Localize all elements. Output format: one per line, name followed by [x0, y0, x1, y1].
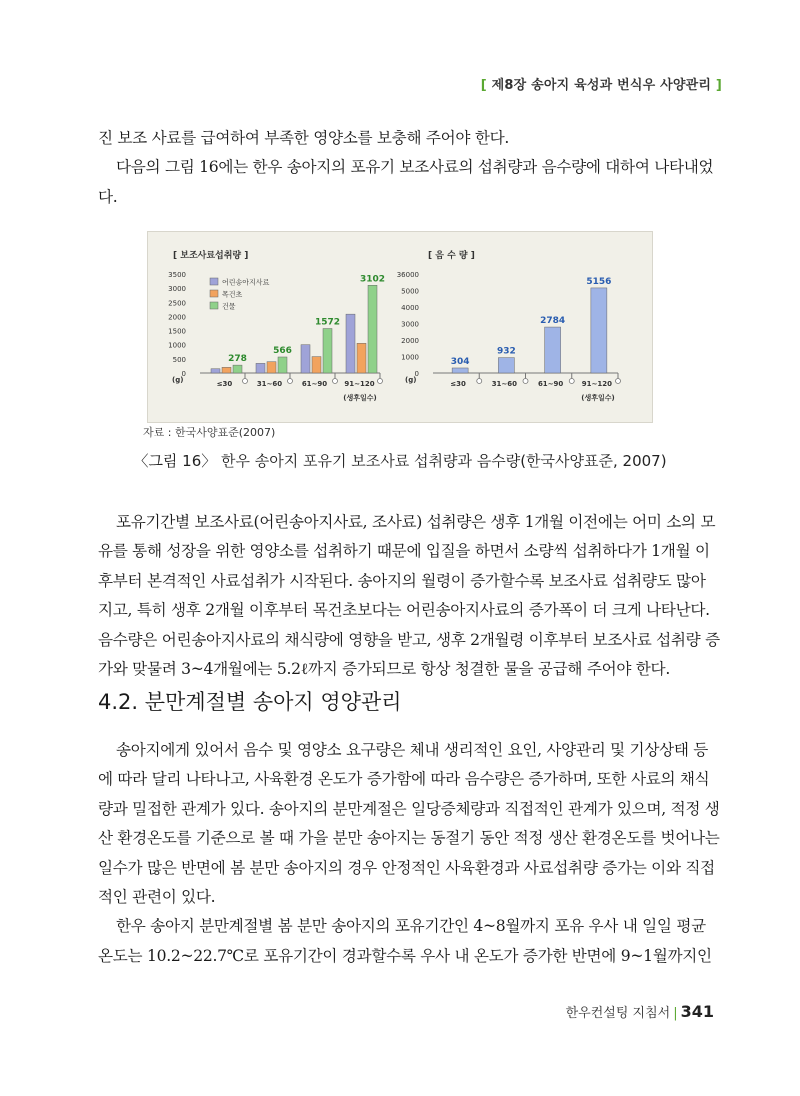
x-tick-label: 91~120 — [344, 380, 375, 388]
book-title: 한우컨설팅 지침서 — [565, 1006, 671, 1021]
bar — [346, 314, 355, 373]
y-tick-label: 36000 — [396, 271, 419, 279]
y-tick-label: 3500 — [168, 271, 186, 279]
y-tick-label: 500 — [172, 355, 186, 364]
bar — [368, 285, 377, 373]
bar — [301, 345, 310, 373]
x-tick-label: ≤30 — [216, 380, 233, 388]
legend-swatch — [210, 278, 218, 285]
bar — [278, 357, 287, 373]
bar — [357, 343, 366, 373]
paragraph: 포유기간별 보조사료(어린송아지사료, 조사료) 섭취량은 생후 1개월 이전에는 어미 소의 모유를 통해 성장을 위한 영양소를 섭취하기 때문에 입질을 하면서 소량씩 섭취하다가 1개월 이후부터 본격적인 사료섭취가 시작된다. 송아지의 월령이 증가할수록 보조사료 섭취량도 많아지고, 특히 생후 2개월 이후부터 목건초보다는 어린송아지사료의 증가폭이 더 크게 나타난다. 음수량은 어린송아지사료의 채식량에 영향을 받고, 생후 2개월령 이후부터 보조사료 섭취량 증가와 맞물려 3~4개월에는 5.2ℓ까지 증가되므로 항상 청결한 물을 공급해 주어야 한다. — [98, 513, 720, 679]
x-tick-marker — [616, 379, 621, 384]
legend-swatch — [210, 302, 218, 309]
chapter-header — [481, 74, 722, 93]
y-tick-label: 0 — [181, 370, 186, 378]
x-tick-marker — [569, 379, 574, 384]
x-tick-label: 31~60 — [256, 380, 283, 388]
y-tick-label: 1500 — [168, 327, 186, 336]
page-footer — [566, 1002, 714, 1021]
x-tick-marker — [288, 379, 293, 384]
x-tick-label: 61~90 — [301, 380, 328, 388]
x-tick-marker — [523, 379, 528, 384]
bar — [222, 367, 231, 373]
chart-title: [ 음 수 량 ] — [428, 251, 475, 261]
x-tick-label: 91~120 — [581, 380, 612, 388]
paragraph: 송아지에게 있어서 음수 및 영양소 요구량은 체내 생리적인 요인, 사양관리 및 기상상태 등에 따라 달리 나타나고, 사육환경 온도가 증가함에 따라 음수량은 증가하며, 또한 사료의 채식량과 밀접한 관계가 있다. 송아지의 분만계절은 일당증체량과 직접적인 관계가 있으며, 적정 생산 환경온도를 기준으로 볼 때 가을 분만 송아지는 동절기 동안 적정 생산 환경온도를 벗어나는 일수가 많은 반면에 봄 분만 송아지의 경우 안정적인 사육환경과 사료섭취량 증가는 이와 직접적인 관련이 있다. — [98, 741, 720, 907]
y-tick-label: 1000 — [401, 353, 419, 362]
bar — [211, 369, 220, 373]
paragraph: 진 보조 사료를 급여하여 부족한 영양소를 보충해 주어야 한다. — [98, 129, 510, 147]
x-tick-label: 61~90 — [537, 380, 564, 388]
bar — [267, 362, 276, 373]
paragraph: 한우 송아지 분만계절별 봄 분만 송아지의 포유기간인 4~8월까지 포유 우사 내 일일 평균 온도는 10.2~22.7℃로 포유기간이 경과할수록 우사 내 온도가 증가한 반면에 9~1월까지인 — [98, 917, 712, 965]
legend-label: 건물 — [222, 302, 236, 311]
y-tick-label: 4000 — [401, 304, 419, 312]
x-axis-label: (생후일수) — [343, 394, 377, 402]
y-tick-label: 1000 — [168, 341, 186, 350]
bar — [498, 358, 514, 373]
y-unit-label: (g) — [172, 376, 184, 384]
bar — [233, 365, 242, 373]
data-label: 2784 — [540, 316, 566, 327]
footer-separator: | — [673, 1006, 678, 1021]
bar — [545, 327, 561, 373]
data-label: 932 — [496, 346, 516, 357]
figure-16 — [147, 231, 653, 423]
data-label: 3102 — [359, 274, 386, 285]
bar — [591, 288, 607, 373]
header-open-bracket: [ — [480, 78, 487, 93]
x-tick-marker — [243, 379, 248, 384]
figure-source: 자료 : 한국사양표준(2007) — [143, 426, 276, 439]
y-tick-label: 5000 — [401, 287, 419, 296]
bar — [312, 357, 321, 373]
legend-label: 어린송아지사료 — [222, 278, 270, 287]
data-label: 278 — [228, 354, 247, 365]
chart-title: [ 보조사료섭취량 ] — [173, 251, 249, 261]
legend-swatch — [210, 290, 218, 297]
legend-label: 목건초 — [222, 290, 243, 299]
header-close-bracket: ] — [715, 78, 722, 93]
y-tick-label: 3000 — [401, 320, 419, 329]
x-tick-label: 31~60 — [491, 380, 518, 388]
x-axis-label: (생후일수) — [581, 394, 615, 402]
y-tick-label: 2000 — [401, 337, 419, 345]
data-label: 5156 — [586, 276, 612, 287]
x-tick-marker — [378, 379, 383, 384]
page-number: 341 — [680, 1002, 714, 1021]
chart-canvas — [148, 232, 652, 422]
data-label: 566 — [273, 345, 292, 356]
y-tick-label: 3000 — [168, 285, 186, 294]
bar — [452, 368, 468, 373]
y-tick-label: 2500 — [168, 299, 186, 308]
bottom-text — [98, 736, 720, 971]
data-label: 304 — [450, 356, 470, 367]
x-tick-label: ≤30 — [450, 380, 466, 388]
y-tick-label: 0 — [414, 370, 419, 378]
x-tick-marker — [333, 379, 338, 384]
bar — [323, 329, 332, 373]
bar — [256, 363, 265, 373]
middle-text — [98, 508, 720, 684]
y-tick-label: 2000 — [168, 313, 186, 322]
top-text — [98, 124, 720, 212]
paragraph: 다음의 그림 16에는 한우 송아지의 포유기 보조사료의 섭취량과 음수량에 대하여 나타내었다. — [98, 158, 714, 206]
header-title: 제8장 송아지 육성과 번식우 사양관리 — [491, 78, 712, 93]
data-label: 1572 — [314, 317, 341, 328]
section-title: 4.2. 분만계절별 송아지 영양관리 — [98, 690, 402, 714]
figure-caption: 〈그림 16〉 한우 송아지 포유기 보조사료 섭취량과 음수량(한국사양표준, 2007) — [133, 452, 667, 470]
y-unit-label: (g) — [405, 376, 417, 384]
x-tick-marker — [477, 379, 482, 384]
